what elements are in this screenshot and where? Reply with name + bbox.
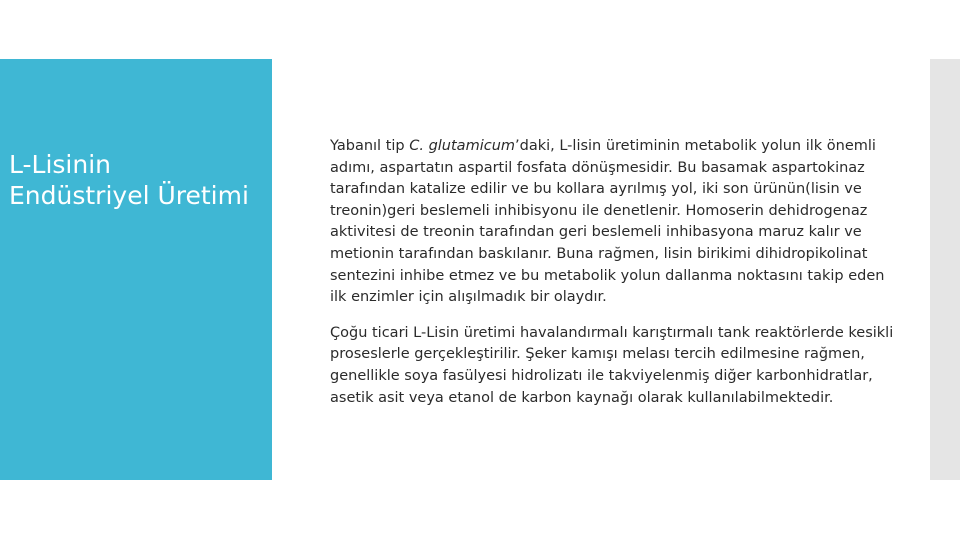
paragraph-1-prefix: Yabanıl tip bbox=[330, 138, 410, 154]
paragraph-1-species: C. glutamicum bbox=[409, 138, 516, 154]
body-paragraph-1 bbox=[330, 136, 898, 309]
paragraph-1-text: ’daki, L-lisin üretiminin metabolik yolun ilk önemli adımı, aspartatın aspartil fosfata dönüşmesidir. Bu basamak aspartokinaz tarafından katalize edilir ve bu kollara ayrılmış yol, iki son ürünün(lisin ve treonin)geri beslemeli inhibisyonu ile denetlenir. Homoserin dehidrogenaz aktivitesi de treonin tarafından geri beslemeli inhibasyona maruz kalır ve metionin tarafından baskılanır. Buna rağmen, lisin birikimi dihidropikolinat sentezini inhibe etmez ve bu metabolik yolun dallanma noktasını takip eden ilk enzimler için alışılmadık bir olaydır. bbox=[330, 138, 885, 306]
title-panel bbox=[0, 59, 272, 480]
slide-title-line2: Endüstriyel Üretimi bbox=[9, 181, 249, 210]
slide-title-line1: L-Lisinin bbox=[9, 150, 111, 179]
slide-body bbox=[330, 136, 898, 409]
slide-title bbox=[9, 149, 271, 211]
right-accent-bar bbox=[930, 59, 960, 480]
body-paragraph-2: Çoğu ticari L-Lisin üretimi havalandırmalı karıştırmalı tank reaktörlerde kesikli proseslerle gerçekleştirilir. Şeker kamışı melası tercih edilmesine rağmen, genellikle soya fasülyesi hidrolizatı ile takviyelenmiş diğer karbonhidratlar, asetik asit veya etanol de karbon kaynağı olarak kullanılabilmektedir. bbox=[330, 324, 894, 406]
